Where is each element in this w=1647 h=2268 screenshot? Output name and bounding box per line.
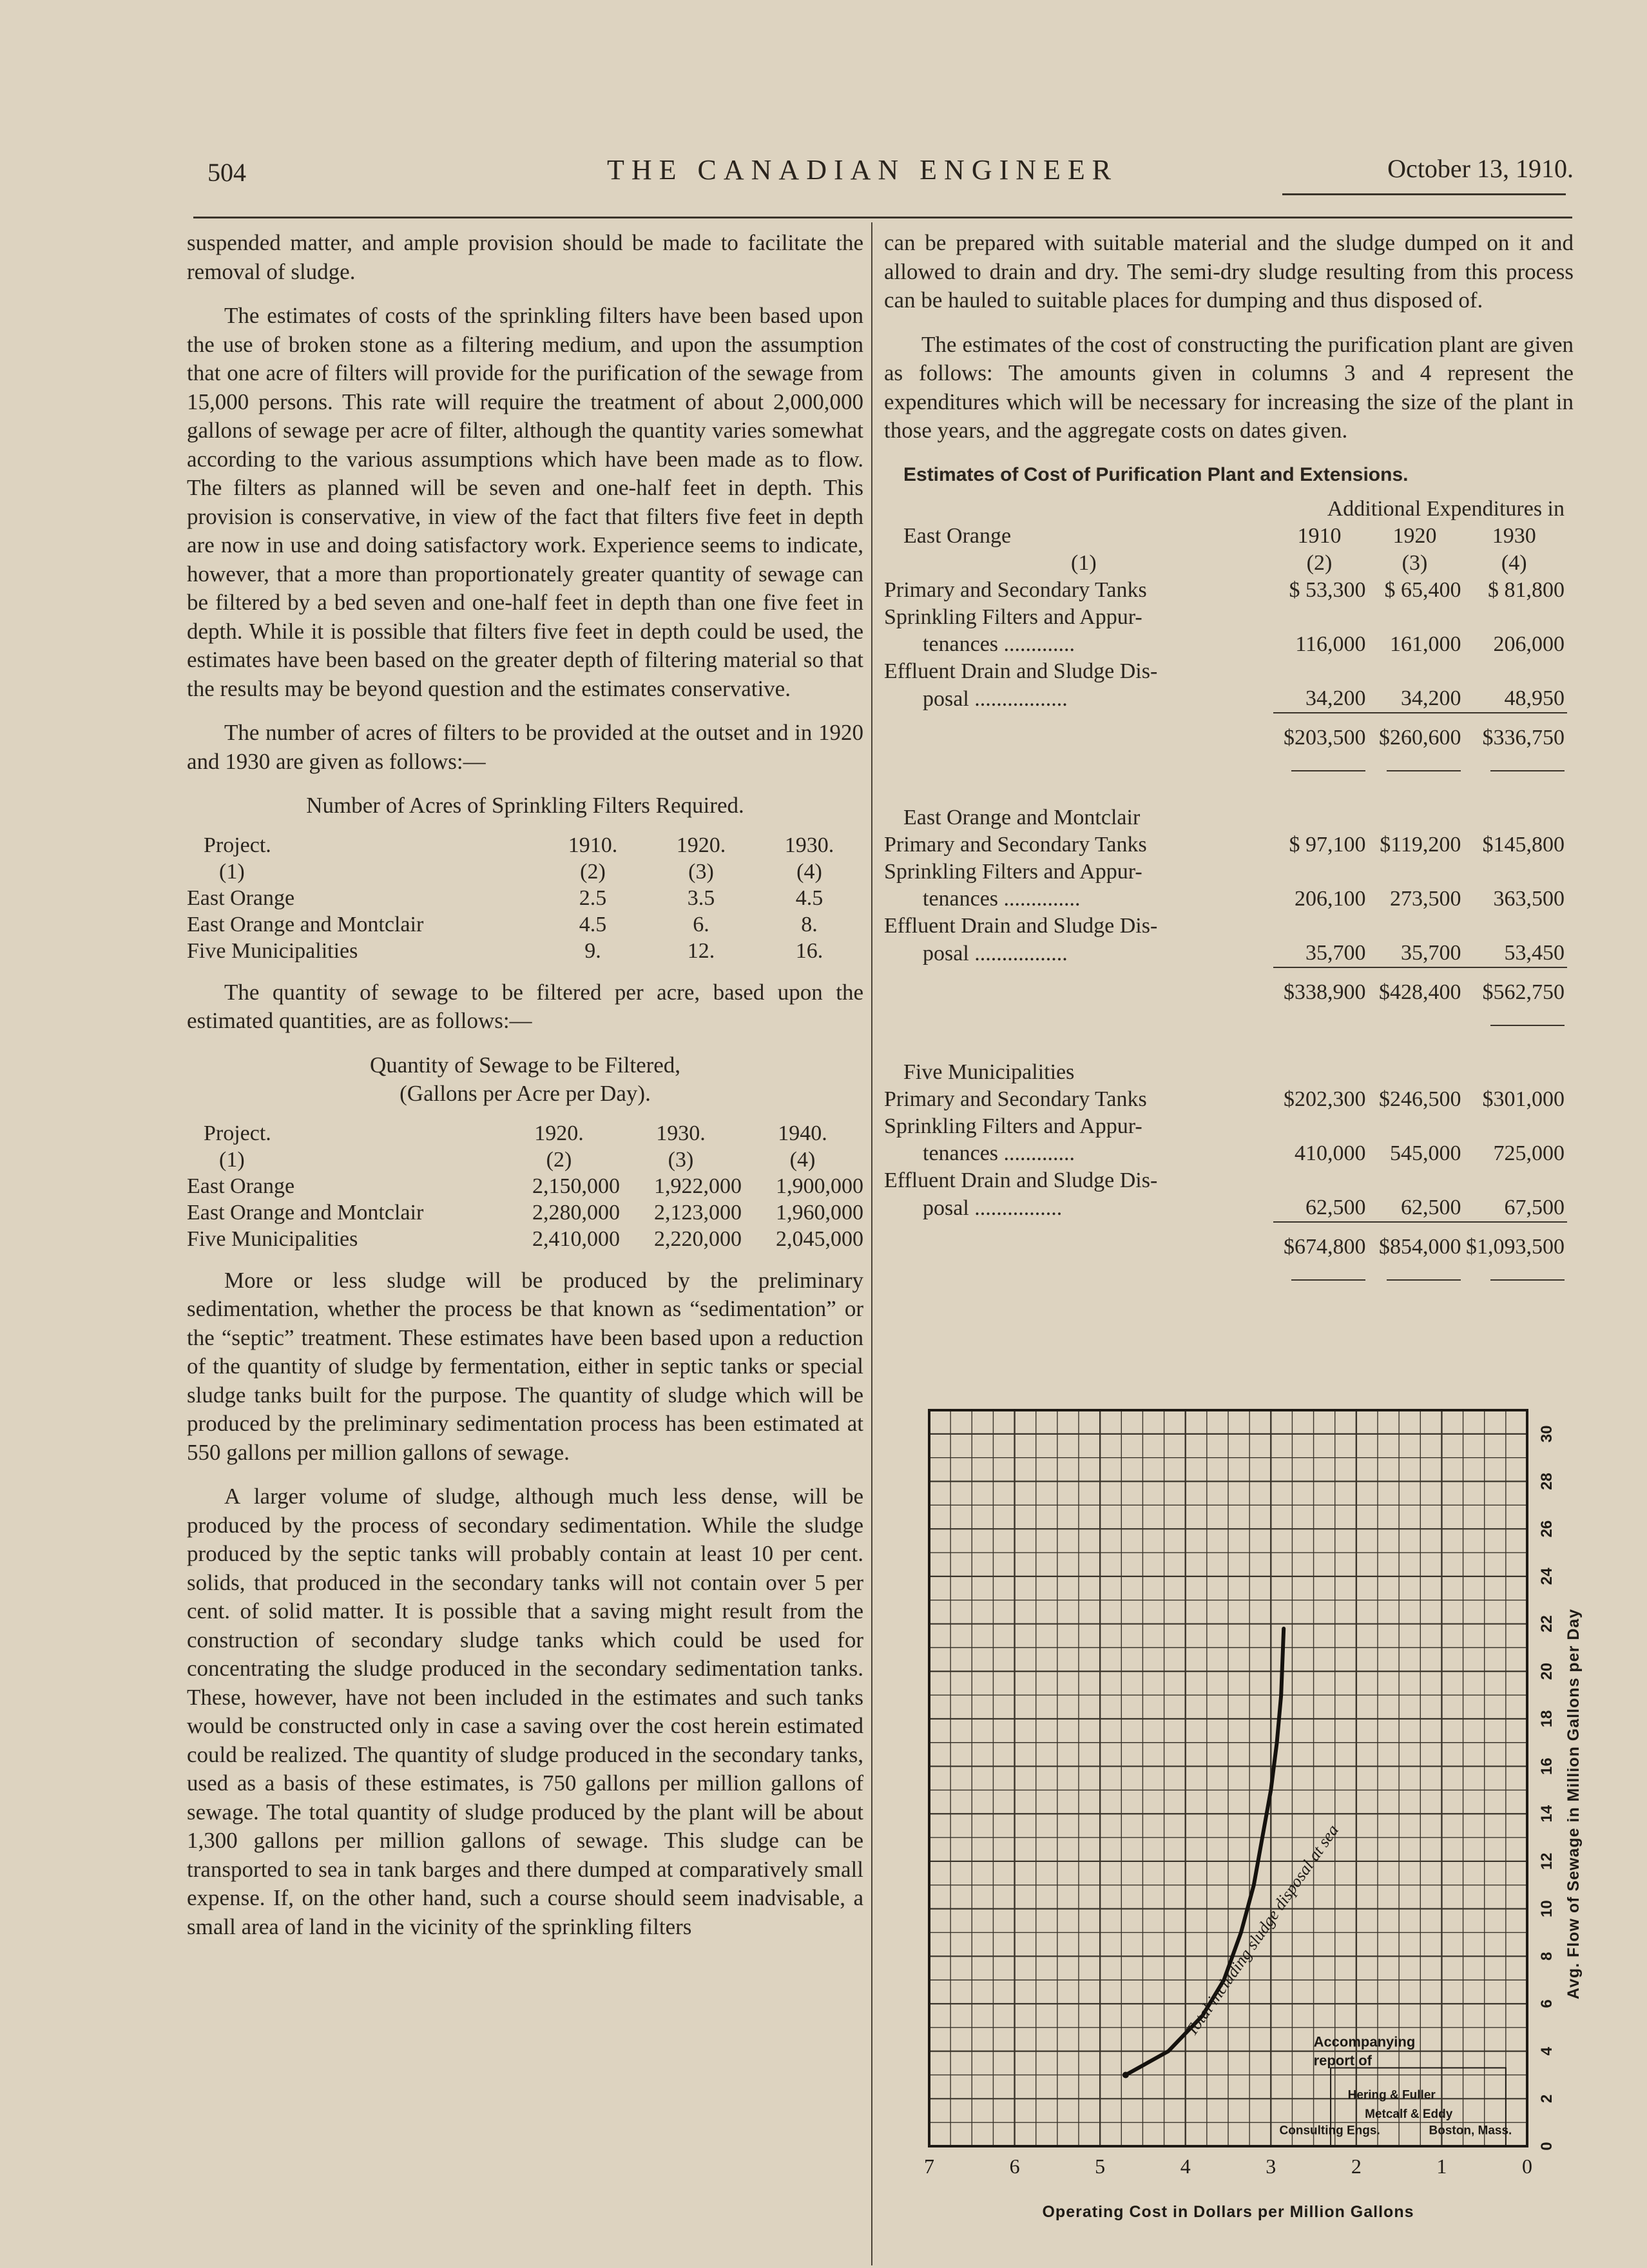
table-number-row (187, 858, 863, 885)
y-tick-label: 6 (1538, 1999, 1556, 2008)
table-header: 1930 (1492, 524, 1536, 548)
paragraph: A larger volume of sludge, although much less dense, will be produced by the process of secondary sedimentation. While the sludge produced by the septic tanks will probably contain at least 10 per cent. solids, that produced in the secondary tanks will not contain over 5 per cent. of solid matter. It is possible that a saving might result from the construction of secondary sludge tanks which could be used for concentrating the sludge produced in the secondary sedimentation tanks. These, however, have not been included in the estimates and such tanks would be constructed only in case a saving over the cost herein estimated could be realized. The quantity of sludge produced in the secondary tanks, used as a basis of these estimates, is 750 gallons per million gallons of sewage. The total quantity of sludge produced by the plant will be about 1,300 gallons per million gallons of sewage. This sludge can be transported to sea in tank barges and there dumped at comparatively small expense. If, on the other hand, such a course should seem inadvisable, a small area of land in the vicinity of the sprinkling filters (187, 1484, 863, 1939)
item-label: Primary and Secondary Tanks (884, 578, 1147, 602)
table-row (187, 885, 863, 911)
right-column (884, 229, 1574, 1288)
table-cell: 34,200 (1305, 686, 1366, 710)
chart-grid (929, 1410, 1527, 2146)
table-cell: 35,700 (1400, 941, 1461, 965)
column-number: (1) (1071, 551, 1097, 575)
table-cell: 16. (795, 938, 824, 963)
y-tick-label: 10 (1538, 1900, 1556, 1917)
x-tick-label: 1 (1436, 2155, 1447, 2178)
y-tick-label: 24 (1538, 1567, 1556, 1585)
table-cell: 35,700 (1305, 941, 1366, 965)
table-row (884, 940, 1567, 967)
table-cell: 2,410,000 (532, 1226, 620, 1251)
table-cell: 545,000 (1389, 1141, 1461, 1165)
note-line: Boston, Mass. (1429, 2124, 1512, 2138)
table-header: 1940. (778, 1121, 827, 1145)
item-label: Effluent Drain and Sludge Dis- (884, 1168, 1158, 1192)
cost-table-title: Estimates of Cost of Purification Plant and Extensions. (903, 463, 1409, 485)
page-header (207, 153, 1574, 192)
item-label: Effluent Drain and Sludge Dis- (884, 914, 1158, 938)
table-row (884, 1140, 1567, 1167)
y-tick-label: 4 (1538, 2046, 1556, 2056)
left-column (187, 229, 863, 1957)
table-row (884, 658, 1567, 685)
column-number: (3) (1401, 551, 1428, 575)
table-row (884, 604, 1567, 631)
table-cell: $ 65,400 (1384, 578, 1461, 602)
table-cell: $ 53,300 (1289, 578, 1366, 602)
table-cell: 2,280,000 (532, 1200, 620, 1225)
item-label: tenances .............. (923, 887, 1081, 911)
total-row (884, 713, 1567, 751)
column-number: (2) (580, 859, 606, 884)
table-cell: 1,922,000 (654, 1174, 742, 1198)
paragraph: The number of acres of filters to be provided at the outset and in 1920 and 1930 are given as follows:— (187, 720, 863, 774)
data-point (1122, 2071, 1129, 2078)
table-cell-total: $854,000 (1368, 1222, 1463, 1261)
item-label: Primary and Secondary Tanks (884, 833, 1147, 857)
table-cell: 53,450 (1504, 941, 1565, 965)
table-header-row (884, 523, 1567, 550)
table-row (187, 938, 863, 964)
table-cell: 9. (584, 938, 601, 963)
table-header-row (187, 832, 863, 858)
x-axis-label: Operating Cost in Dollars per Million Gallons (1042, 2203, 1414, 2221)
table-row (187, 1226, 863, 1252)
item-label: posal ................. (923, 942, 1068, 965)
table-cell: 2.5 (579, 886, 607, 910)
y-tick-label: 28 (1538, 1473, 1556, 1490)
note-line: Accompanying (1313, 2033, 1416, 2050)
table-row (884, 831, 1567, 858)
x-tick-label: 2 (1351, 2155, 1362, 2178)
column-divider (871, 222, 872, 2265)
table-header: 1930. (656, 1121, 706, 1145)
table-subtitle: (Gallons per Acre per Day). (400, 1081, 651, 1106)
group-name: East Orange and Montclair (903, 806, 1141, 829)
table-cell-total: $1,093,500 (1463, 1222, 1567, 1261)
total-underline-row (884, 1006, 1567, 1033)
table-cell: 363,500 (1493, 887, 1565, 911)
table-cell: 4.5 (579, 912, 607, 936)
table-header: Additional Expenditures in (1327, 497, 1565, 521)
table-cell: $202,300 (1283, 1087, 1366, 1111)
table-cell: $246,500 (1378, 1087, 1461, 1111)
table-header: 1920 (1392, 524, 1437, 548)
table-row (884, 913, 1567, 940)
project-name: East Orange (187, 886, 295, 910)
table-cell: 67,500 (1504, 1196, 1565, 1219)
table-header: Project. (204, 1121, 271, 1145)
y-tick-label: 30 (1538, 1425, 1556, 1443)
x-tick-labels (924, 2155, 1532, 2178)
x-tick-label: 6 (1009, 2155, 1020, 2178)
table-header-row (187, 1120, 863, 1147)
header-rule (1282, 193, 1566, 195)
table-row (884, 577, 1567, 604)
y-tick-label: 18 (1538, 1710, 1556, 1728)
curve-label: Total including sludge disposal at sea (1182, 1821, 1343, 2039)
item-label: tenances ............. (923, 632, 1075, 656)
table-header: 1920. (676, 833, 726, 857)
y-tick-label: 8 (1538, 1952, 1556, 1961)
paragraph: The estimates of the cost of constructing the purification plant are given as follows: The amounts given in columns 3 and 4 represent the expenditures which will be necessary for increasing the size of the plant in those years, and the aggregate costs on dates given. (884, 331, 1574, 443)
column-number: (3) (668, 1147, 694, 1172)
group-header-row (884, 1059, 1567, 1086)
table-cell-total: $336,750 (1463, 713, 1567, 751)
operating-cost-chart (896, 1399, 1592, 2256)
table-cell: 3.5 (687, 886, 715, 910)
table-cell: 2,220,000 (654, 1226, 742, 1251)
table-cell: $ 81,800 (1488, 578, 1565, 602)
column-number: (4) (1501, 551, 1527, 575)
note-line: Consulting Engs. (1279, 2124, 1380, 2138)
item-label: Sprinkling Filters and Appur- (884, 860, 1142, 884)
total-row (884, 1222, 1567, 1261)
item-label: posal ................. (923, 687, 1068, 711)
table-cell: 206,000 (1493, 632, 1565, 656)
item-label: Effluent Drain and Sludge Dis- (884, 659, 1158, 683)
table-row (884, 631, 1567, 658)
project-name: Five Municipalities (187, 938, 358, 963)
column-number: (2) (1306, 551, 1333, 575)
table-title: Number of Acres of Sprinkling Filters Required. (306, 793, 744, 818)
table-cell: 4.5 (795, 886, 824, 910)
table-row (884, 858, 1567, 886)
note-line: report of (1313, 2052, 1372, 2069)
table-cell: 12. (687, 938, 715, 963)
item-label: Primary and Secondary Tanks (884, 1087, 1147, 1111)
group-name: East Orange (903, 524, 1012, 548)
table-header-row (884, 496, 1567, 523)
y-tick-label: 22 (1538, 1615, 1556, 1633)
y-tick-labels (1538, 1425, 1556, 2150)
item-label: tenances ............. (923, 1141, 1075, 1165)
column-number: (2) (546, 1147, 572, 1172)
table-number-row (884, 550, 1567, 577)
table-header: Project. (204, 833, 271, 857)
y-tick-label: 16 (1538, 1758, 1556, 1775)
total-row (884, 967, 1567, 1006)
table-row (884, 1113, 1567, 1140)
table-header: 1920. (534, 1121, 584, 1145)
table-row (187, 911, 863, 938)
table-header: 1910. (568, 833, 618, 857)
table-cell: 1,900,000 (776, 1174, 863, 1198)
issue-date: October 13, 1910. (1387, 154, 1574, 183)
table-header: 1910 (1297, 524, 1342, 548)
table-row (187, 1173, 863, 1199)
paragraph: can be prepared with suitable material and the sludge dumped on it and allowed to drain and dry. The semi-dry sludge resulting from this process can be hauled to suitable places for dumping and thus disposed of. (884, 230, 1574, 313)
x-tick-label: 4 (1180, 2155, 1191, 2178)
header-rule (193, 217, 1572, 218)
table-cell: 2,123,000 (654, 1200, 742, 1225)
y-tick-label: 26 (1538, 1520, 1556, 1538)
table-row (884, 1167, 1567, 1194)
table-cell: $ 97,100 (1289, 833, 1366, 857)
cost-estimates-table (884, 496, 1567, 1288)
table-row (884, 685, 1567, 713)
y-tick-label: 20 (1538, 1662, 1556, 1680)
project-name: Five Municipalities (187, 1226, 358, 1251)
table-cell: 725,000 (1493, 1141, 1565, 1165)
y-tick-label: 2 (1538, 2094, 1556, 2104)
table-cell: 62,500 (1305, 1196, 1366, 1219)
column-number: (1) (219, 1147, 245, 1172)
table-row (884, 1194, 1567, 1222)
table-cell: 48,950 (1504, 686, 1565, 710)
paragraph: The quantity of sewage to be filtered per acre, based upon the estimated quantities, are as follows:— (187, 979, 863, 1033)
table-number-row (187, 1147, 863, 1173)
table-cell-total: $338,900 (1273, 967, 1369, 1006)
table-title: Quantity of Sewage to be Filtered, (369, 1052, 681, 1078)
table-cell: 116,000 (1295, 632, 1366, 656)
item-label: posal ................ (923, 1196, 1063, 1220)
table-row (187, 1199, 863, 1226)
report-note (1280, 2033, 1512, 2146)
table-cell-total: $674,800 (1273, 1222, 1369, 1261)
table-header: 1930. (784, 833, 834, 857)
table-cell: $301,000 (1482, 1087, 1565, 1111)
paragraph: More or less sludge will be produced by the preliminary sedimentation, whether the process be that known as “sedimentation” or the “septic” treatment. These estimates have been based upon a reduction of the quantity of sludge by fermentation, either in septic tanks or special sludge tanks built for the purpose. The quantity of sludge which will be produced by the preliminary sedimentation process has been estimated at 550 gallons per million gallons of sewage. (187, 1267, 863, 1465)
column-number: (3) (688, 859, 714, 884)
table-cell: 1,960,000 (776, 1200, 863, 1225)
project-name: East Orange and Montclair (187, 912, 424, 936)
x-tick-label: 3 (1266, 2155, 1276, 2178)
total-underline-row (884, 1261, 1567, 1288)
y-axis-label: Avg. Flow of Sewage in Million Gallons per Day (1565, 1608, 1583, 2000)
item-label: Sprinkling Filters and Appur- (884, 1114, 1142, 1138)
acres-table (187, 832, 863, 964)
project-name: East Orange (187, 1174, 295, 1198)
table-cell: 6. (693, 912, 709, 936)
sewage-quantity-table (187, 1120, 863, 1252)
table-cell: $145,800 (1482, 833, 1565, 857)
table-cell: 161,000 (1389, 632, 1461, 656)
group-header-row (884, 804, 1567, 831)
project-name: East Orange and Montclair (187, 1200, 424, 1225)
table-cell: 2,045,000 (776, 1226, 863, 1251)
x-tick-label: 7 (924, 2155, 934, 2178)
paragraph: The estimates of costs of the sprinkling filters have been based upon the use of broken stone as a filtering medium, and upon the assumption that one acre of filters will provide for the purification of the sewage from 15,000 persons. This rate will require the treatment of about 2,000,000 gallons of sewage per acre of filter, although the quantity varies somewhat according to the various assumptions which have been made as to flow. The filters as planned will be seven and one-half feet in depth. This provision is conservative, in view of the fact that filters five feet in depth are now in use and doing satisfactory work. Experience seems to indicate, however, that a more than proportionately greater quantity of sewage can be filtered by a bed seven and one-half feet in depth than one five feet in depth. While it is possible that filters five feet in depth could be used, the estimates have been based on the greater depth of filtering material so that the results may be beyond question and the estimates conservative. (187, 303, 863, 701)
table-cell: 273,500 (1389, 887, 1461, 911)
note-line: Hering & Fuller (1347, 2088, 1436, 2102)
table-cell: 62,500 (1400, 1196, 1461, 1219)
column-number: (4) (789, 1147, 816, 1172)
table-cell: 206,100 (1294, 887, 1366, 911)
table-cell: 8. (801, 912, 818, 936)
table-cell: $119,200 (1380, 833, 1461, 857)
table-row (884, 1086, 1567, 1113)
note-line: Metcalf & Eddy (1365, 2107, 1453, 2121)
item-label: Sprinkling Filters and Appur- (884, 605, 1142, 629)
paragraph: suspended matter, and ample provision should be made to facilitate the removal of sludge. (187, 230, 863, 284)
table-cell-total: $260,600 (1368, 713, 1463, 751)
table-cell-total: $203,500 (1273, 713, 1369, 751)
y-tick-label: 0 (1538, 2142, 1556, 2151)
y-tick-label: 12 (1538, 1852, 1556, 1870)
table-cell-total: $428,400 (1368, 967, 1463, 1006)
table-cell: 2,150,000 (532, 1174, 620, 1198)
x-tick-label: 5 (1095, 2155, 1106, 2178)
x-tick-label: 0 (1522, 2155, 1532, 2178)
chart-svg (896, 1399, 1592, 2256)
y-tick-label: 14 (1538, 1805, 1556, 1823)
journal-title: THE CANADIAN ENGINEER (607, 154, 1119, 186)
table-cell: 410,000 (1294, 1141, 1366, 1165)
table-row (884, 886, 1567, 913)
table-cell-total: $562,750 (1463, 967, 1567, 1006)
table-cell: 34,200 (1400, 686, 1461, 710)
page-number: 504 (207, 158, 246, 187)
column-number: (4) (796, 859, 822, 884)
column-number: (1) (219, 859, 245, 884)
group-name: Five Municipalities (903, 1060, 1075, 1084)
total-underline-row (884, 751, 1567, 779)
